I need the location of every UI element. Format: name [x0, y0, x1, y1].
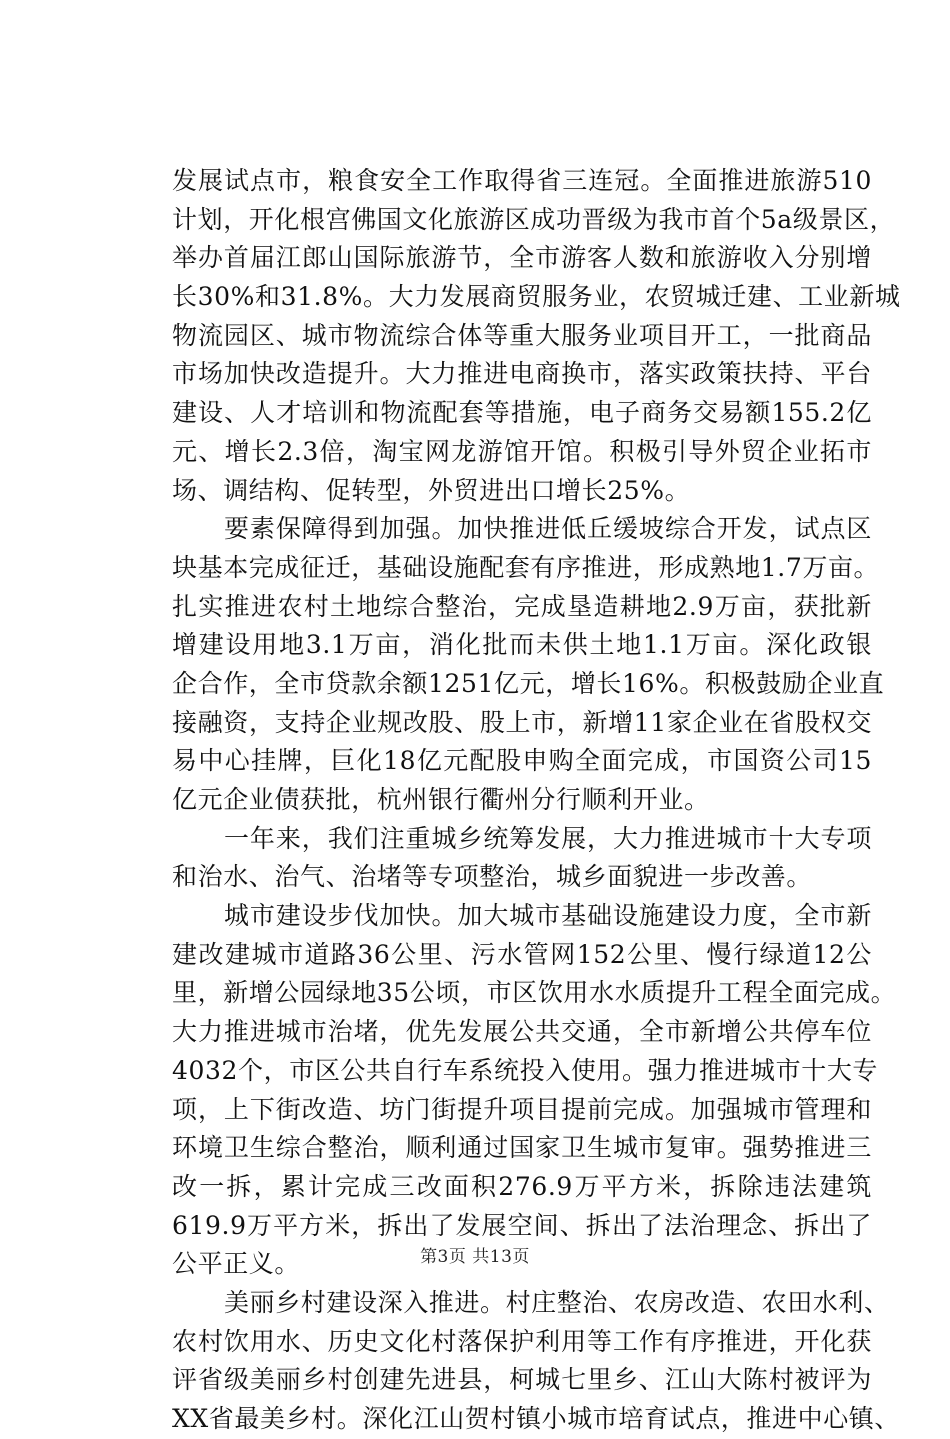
text-line: 评省级美丽乡村创建先进县，柯城七里乡、江山大陈村被评为 [172, 1365, 872, 1395]
text-line: 举办首届江郎山国际旅游节，全市游客人数和旅游收入分别增 [172, 243, 872, 273]
page-number-footer: 第3页 共13页 [420, 1247, 530, 1267]
text-line: 农村饮用水、历史文化村落保护利用等工作有序推进，开化获 [172, 1326, 872, 1356]
text-line: 市场加快改造提升。大力推进电商换市，落实政策扶持、平台 [172, 359, 872, 389]
text-line: 接融资，支持企业规改股、股上市，新增11家企业在省股权交 [172, 707, 872, 737]
paragraph [172, 897, 897, 1284]
text-line: 改一拆，累计完成三改面积276.9万平方米，拆除违法建筑 [172, 1171, 872, 1201]
text-line: 项，上下街改造、坊门街提升项目提前完成。加强城市管理和 [172, 1094, 872, 1124]
text-line: 增建设用地3.1万亩，消化批而未供土地1.1万亩。深化政银 [172, 630, 872, 660]
text-line: 4032个，市区公共自行车系统投入使用。强力推进城市十大专 [172, 1055, 879, 1085]
text-line: 美丽乡村建设深入推进。村庄整治、农房改造、农田水利、 [224, 1287, 890, 1317]
text-line: 物流园区、城市物流综合体等重大服务业项目开工，一批商品 [172, 320, 872, 350]
paragraph [172, 1284, 900, 1439]
text-line: 发展试点市，粮食安全工作取得省三连冠。全面推进旅游510 [172, 166, 872, 195]
text-line: 建设、人才培训和物流配套等措施，电子商务交易额155.2亿 [172, 398, 872, 428]
text-line: 大力推进城市治堵，优先发展公共交通，全市新增公共停车位 [172, 1017, 872, 1047]
text-line: 和治水、治气、治堵等专项整治，城乡面貌进一步改善。 [172, 862, 813, 892]
text-line: 要素保障得到加强。加快推进低丘缓坡综合开发，试点区 [224, 514, 872, 544]
text-line: 易中心挂牌，巨化18亿元配股申购全面完成，市国资公司15 [172, 746, 872, 776]
text-line: 块基本完成征迁，基础设施配套有序推进，形成熟地1.7万亩。 [172, 552, 880, 582]
text-line: 计划，开化根宫佛国文化旅游区成功晋级为我市首个5a级景区， [172, 204, 896, 234]
text-line: 亿元企业债获批，杭州银行衢州分行顺利开业。 [172, 785, 710, 814]
paragraph [172, 510, 885, 820]
text-line: 城市建设步伐加快。加大城市基础设施建设力度，全市新 [224, 901, 872, 931]
text-line: 619.9万平方米，拆出了发展空间、拆出了法治理念、拆出了 [172, 1210, 872, 1240]
paragraph [172, 162, 901, 510]
text-line: 里，新增公园绿地35公顷，市区饮用水水质提升工程全面完成。 [172, 978, 897, 1008]
text-line: 场、调结构、促转型，外贸进出口增长25%。 [172, 475, 691, 505]
text-line: 企合作，全市贷款余额1251亿元，增长16%。积极鼓励企业直 [172, 668, 885, 698]
paragraph [172, 820, 872, 897]
text-line: 环境卫生综合整治，顺利通过国家卫生城市复审。强势推进三 [172, 1133, 872, 1163]
text-line: 公平正义。 [172, 1249, 301, 1279]
text-line: 长30%和31.8%。大力发展商贸服务业，农贸城迁建、工业新城 [172, 282, 901, 312]
text-line: XX省最美乡村。深化江山贺村镇小城市培育试点，推进中心镇、 [172, 1404, 900, 1433]
text-line: 扎实推进农村土地综合整治，完成垦造耕地2.9万亩，获批新 [172, 591, 872, 621]
text-line: 元、增长2.3倍，淘宝网龙游馆开馆。积极引导外贸企业拓市 [172, 436, 872, 466]
text-line: 一年来，我们注重城乡统筹发展，大力推进城市十大专项 [224, 823, 872, 853]
text-line: 建改建城市道路36公里、污水管网152公里、慢行绿道12公 [172, 939, 872, 969]
